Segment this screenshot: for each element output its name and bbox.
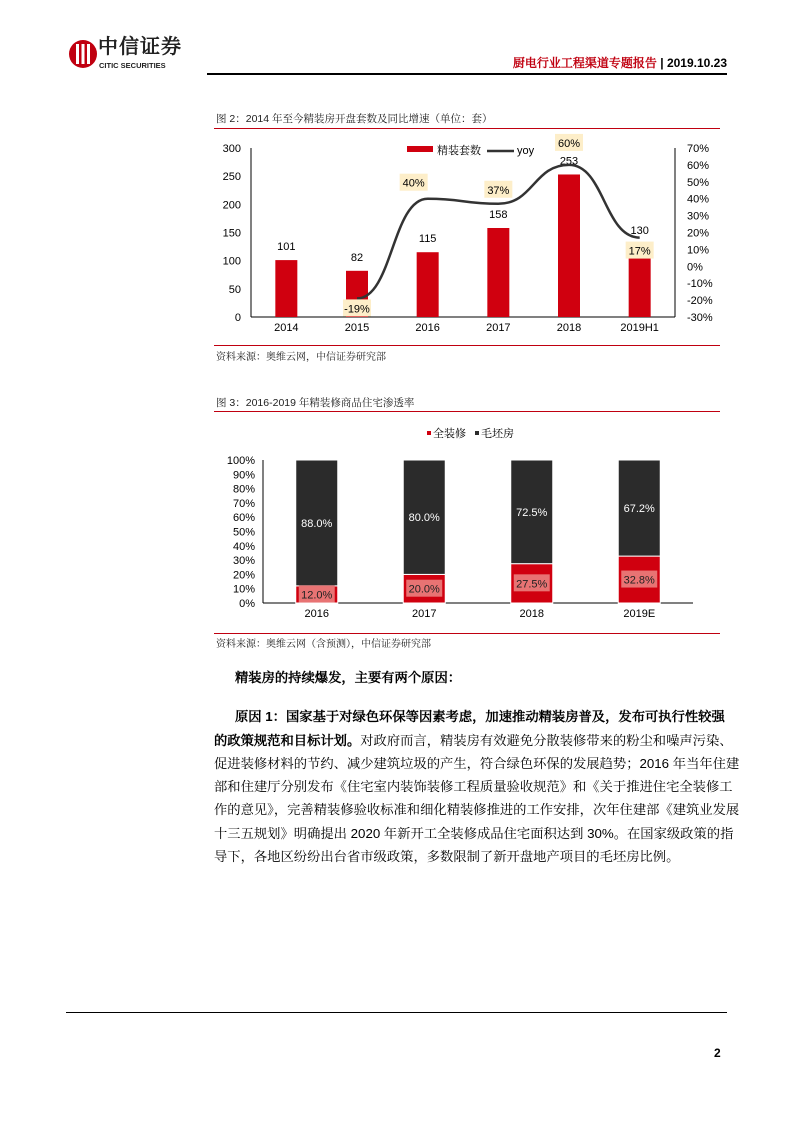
left-tick-label: 50 <box>228 283 241 296</box>
right-tick-label: -20% <box>687 295 713 308</box>
text: 十三五规划》明确提出 2020 年新开工全装修成品住宅面积达到 30%。在国家级政策的指 <box>214 825 734 841</box>
x-tick-label: 2018 <box>519 608 544 620</box>
bar-value-label: 101 <box>277 241 296 254</box>
y-tick-label: 80% <box>232 483 255 496</box>
rough-house-label: 80.0% <box>408 512 440 525</box>
legend-label-full: 全装修 <box>433 428 466 440</box>
body-text <box>214 666 740 868</box>
bar-value-label: 115 <box>418 233 437 246</box>
header-divider <box>207 73 727 75</box>
yoy-label: 40% <box>402 177 425 190</box>
yoy-label: 17% <box>628 245 651 258</box>
yoy-label: 37% <box>487 184 510 197</box>
y-tick-label: 20% <box>232 569 255 582</box>
bar <box>487 228 509 317</box>
right-tick-label: -10% <box>687 278 713 291</box>
right-tick-label: 20% <box>687 227 710 240</box>
legend-swatch-full <box>427 431 431 435</box>
header-separator: | <box>660 56 664 70</box>
left-tick-label: 0 <box>234 312 241 324</box>
full-decoration-label: 27.5% <box>516 578 548 591</box>
yoy-label: -19% <box>344 303 370 316</box>
y-tick-label: 40% <box>232 540 255 553</box>
full-decoration-label: 20.0% <box>408 583 440 596</box>
right-tick-label: 40% <box>687 193 710 206</box>
yoy-label: 60% <box>557 137 581 150</box>
bold-text: 原因 1：国家基于对绿色环保等因素考虑，加速推动精装房普及，发布可执行性较强 <box>235 709 725 725</box>
x-tick-label: 2014 <box>274 322 299 334</box>
figure2-title: 图 2：2014 年至今精装房开盘套数及同比增速（单位：套） <box>216 113 493 125</box>
paragraph-line <box>214 729 733 752</box>
x-tick-label: 2015 <box>344 322 370 334</box>
paragraph-line <box>214 775 733 798</box>
y-tick-label: 50% <box>232 526 255 539</box>
text: 作的意见》，完善精装修验收标准和细化精装修推进的工作安排，次年住建部《建筑业发展 <box>214 802 740 818</box>
legend-label-rough: 毛坯房 <box>481 428 514 440</box>
figure3-title: 图 3：2016-2019 年精装修商品住宅渗透率 <box>216 397 415 409</box>
x-tick-label: 2017 <box>486 322 511 334</box>
bar <box>558 174 580 317</box>
bar-value-label: 82 <box>350 251 364 264</box>
y-tick-label: 60% <box>232 512 255 525</box>
right-tick-label: 60% <box>687 159 710 172</box>
paragraph-line <box>214 845 720 868</box>
page-number: 2 <box>714 1046 721 1060</box>
text: 对政府而言，精装房有效避免分散装修带来的粉尘和噪声污染、 <box>360 732 733 748</box>
legend-bar-swatch <box>407 146 433 152</box>
rough-house-label: 72.5% <box>516 506 548 519</box>
text: 部和住建厅分别发布《住宅室内装饰装修工程质量验收规范》和《关于推进住宅全装修工 <box>214 779 733 795</box>
bar-value-label: 130 <box>630 224 649 237</box>
footer-divider <box>66 1012 727 1013</box>
bold-text: 的政策规范和目标计划。 <box>214 732 361 748</box>
left-tick-label: 300 <box>222 143 241 155</box>
y-tick-label: 30% <box>232 555 255 568</box>
report-title: 厨电行业工程渠道专题报告 <box>512 56 657 70</box>
paragraph <box>214 705 740 868</box>
bar <box>417 252 439 317</box>
right-tick-label: 50% <box>687 176 710 189</box>
x-tick-label: 2019E <box>623 608 656 620</box>
bar <box>275 260 297 317</box>
full-decoration-label: 32.8% <box>623 574 655 587</box>
paragraph-line <box>214 752 740 775</box>
figure2-bottom-rule <box>214 345 720 346</box>
right-tick-label: 0% <box>687 261 703 274</box>
right-tick-label: 10% <box>687 244 710 257</box>
right-tick-label: -30% <box>687 312 713 324</box>
bar-value-label: 158 <box>489 208 508 221</box>
x-tick-label: 2016 <box>415 322 440 334</box>
report-header <box>513 56 727 70</box>
logo-subtext: CITIC SECURITIES <box>99 61 166 70</box>
legend-line-label: yoy <box>517 145 535 157</box>
paragraph-line <box>214 798 740 821</box>
x-tick-label: 2017 <box>412 608 437 620</box>
figure2-chart <box>0 130 793 345</box>
rough-house-label: 88.0% <box>301 517 333 530</box>
paragraph-line <box>214 705 725 728</box>
legend-bar-label: 精装套数 <box>437 145 481 157</box>
y-tick-label: 100% <box>226 455 255 467</box>
right-tick-label: 30% <box>687 210 710 223</box>
text: 促进装修材料的节约、减少建筑垃圾的产生，符合绿色环保的发展趋势；2016 年当年住建 <box>214 755 740 771</box>
rough-house-label: 67.2% <box>623 503 655 516</box>
right-tick-label: 70% <box>687 143 710 155</box>
figure2-source: 资料来源：奥维云网，中信证券研究部 <box>216 352 386 363</box>
y-tick-label: 0% <box>239 598 255 610</box>
paragraph-line <box>214 822 734 845</box>
y-tick-label: 90% <box>232 469 255 482</box>
x-tick-label: 2018 <box>556 322 582 334</box>
x-tick-label: 2019H1 <box>620 322 659 334</box>
left-tick-label: 250 <box>222 171 241 184</box>
figure2-top-rule <box>214 128 720 129</box>
legend-swatch-rough <box>475 431 479 435</box>
x-tick-label: 2016 <box>304 608 329 620</box>
section-heading: 精装房的持续爆发，主要有两个原因： <box>235 670 462 685</box>
full-decoration-label: 12.0% <box>301 589 333 602</box>
y-tick-label: 70% <box>232 497 255 510</box>
left-tick-label: 150 <box>222 227 241 240</box>
bar-value-label: 253 <box>559 155 579 168</box>
figure3-chart <box>0 412 793 630</box>
report-date: 2019.10.23 <box>666 56 727 70</box>
citic-logo-icon <box>68 38 98 70</box>
left-tick-label: 100 <box>222 255 241 268</box>
logo-text: 中信证券 <box>98 36 182 58</box>
text: 导下，各地区纷纷出台省市级政策，多数限制了新开盘地产项目的毛坯房比例。 <box>214 849 680 865</box>
figure3-bottom-rule <box>214 633 720 634</box>
y-tick-label: 10% <box>232 583 255 596</box>
left-tick-label: 200 <box>222 199 241 212</box>
figure3-source: 资料来源：奥维云网（含预测），中信证券研究部 <box>216 639 431 650</box>
